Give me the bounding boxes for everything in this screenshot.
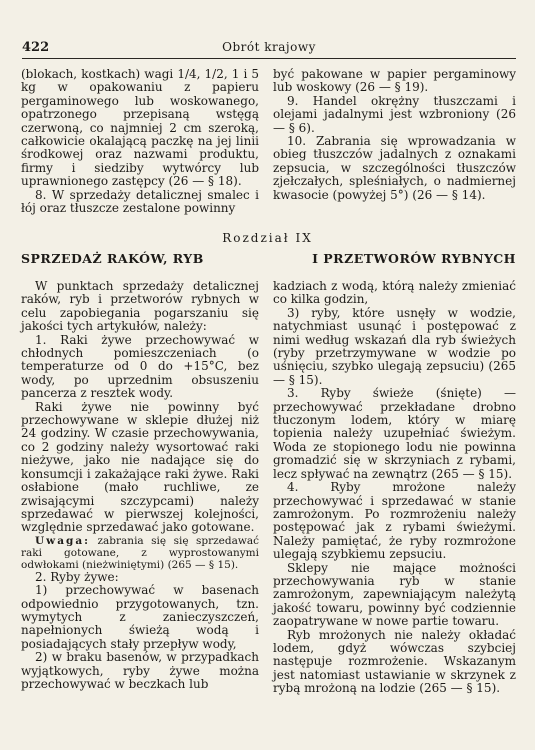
note xyxy=(21,535,259,571)
paragraph: 1. Raki żywe przechowywać w chłodnych pomieszczeniach (o temperaturze od 0 do +15°C, bez wody, po uprzednim obsuszeniu pancerza z resztek wody. xyxy=(21,332,259,401)
note-label: Uwaga: xyxy=(35,534,91,547)
paragraph: 3. Ryby świeże (śnięte) — przechowywać przekładane drobno tłuczonym lodem, który w miarę topienia należy uzupełniać świeżym. Woda ze stopionego lodu nie powinna gromadzić się w skrzyniach z rybami, lecz spływać na zewnątrz (265 — § 15). xyxy=(273,386,516,481)
page-number: 422 xyxy=(22,40,50,55)
paragraph: 10. Zabrania się wprowadzania w obieg tłuszczów jadalnych z oznakami zepsucia, w szczególności tłuszczów zjełczałych, spleśniałych, o nadmiernej kwasocie (powyżej 5°) (26 — § 14). xyxy=(273,134,516,202)
paragraph: 8. W sprzedaży detalicznej smalec i łój oraz tłuszcze zestalone powinny xyxy=(21,187,259,216)
top-right-column xyxy=(273,68,516,202)
paragraph: (blokach, kostkach) wagi 1/4, 1/2, 1 i 5 kg w opakowaniu z papieru pergaminowego lub woskowanego, opatrzonego przepisaną wstęgą czerwoną, co najmniej 2 cm szeroką, całkowicie okalającą paczkę na jej linii środkowej oraz nazwami produktu, firmy i siedziby wytwórcy lub uprawnionego zastępcy (26 — § 18). xyxy=(21,67,259,189)
paragraph: 2) w braku basenów, w przypadkach wyjątkowych, ryby żywe można przechowywać w beczkach lub xyxy=(21,650,259,691)
paragraph: 9. Handel okrężny tłuszczami i olejami jadalnymi jest wzbroniony (26 — § 6). xyxy=(273,93,516,135)
section-title-right: I PRZETWORÓW RYBNYCH xyxy=(312,251,516,266)
paragraph: być pakowane w papier pergaminowy lub woskowy (26 — § 19). xyxy=(273,67,516,95)
paragraph: W punktach sprzedaży detalicznej raków, ryb i przetworów rybnych w celu zapobiegania pogarszaniu się jakości tych artykułów, należy: xyxy=(21,279,259,334)
paragraph: Sklepy nie mające możności przechowywania ryb w stanie zamrożonym, zapewniającym należytą jakość towaru, powinny być codziennie zaopatrywane w nowe partie towaru. xyxy=(273,560,516,629)
paragraph: Raki żywe nie powinny być przechowywane w sklepie dłużej niż 24 godziny. W czasie przechowywania, co 2 godziny należy wysortować raki nieżywe, jako nie nadające się do konsumcji i zakażające raki żywe. Raki osłabione (mało ruchliwe, ze zwisającymi szczypcami) należy sprzedawać w pierwszej kolejności, względnie sprzedawać jako gotowane. xyxy=(21,399,259,535)
paragraph: Ryb mrożonych nie należy okładać lodem, gdyż wówczas szybciej następuje rozmrożenie. Wskazanym jest natomiast ustawianie w skrzynek z rybą mrożoną na lodzie (265 — § 15). xyxy=(273,627,516,696)
chapter-heading: Rozdział IX xyxy=(222,231,313,245)
right-column xyxy=(273,280,516,696)
paragraph: 1) przechowywać w basenach odpowiednio przygotowanych, tzn. wymytych z zanieczyszczeń, napełnionych świeżą wodą i posiadających stały przepływ wody, xyxy=(21,583,259,651)
left-column xyxy=(21,280,259,691)
paragraph: kadziach z wodą, którą należy zmieniać co kilka godzin, xyxy=(273,279,516,307)
running-title: Obrót krajowy xyxy=(222,40,316,54)
note-text: zabrania się się sprzedawać raki gotowane, z wyprostowanymi odwłokami (nieżwiniętymi) (265 — § 15). xyxy=(21,534,260,571)
paragraph: 2. Ryby żywe: xyxy=(35,569,119,584)
paragraph: 3) ryby, które usnęły w wodzie, natychmiast usunąć i postępować z nimi według wskazań dla ryb świeżych (ryby przetrzymywane w wodzie po uśnięciu, szybko ulegają zepsuciu) (265 — § 15). xyxy=(273,305,516,387)
section-title-left: SPRZEDAŻ RAKÓW, RYB xyxy=(21,251,204,266)
section-title xyxy=(21,251,516,266)
page-header xyxy=(22,38,516,59)
top-left-column xyxy=(21,68,259,215)
paragraph: 4. Ryby mrożone należy przechowywać i sprzedawać w stanie zamrożonym. Po rozmrożeniu należy postępować jak z rybami świeżymi. Należy pamiętać, że ryby rozmrożone ulegają szybkiemu zepsuciu. xyxy=(273,480,516,562)
